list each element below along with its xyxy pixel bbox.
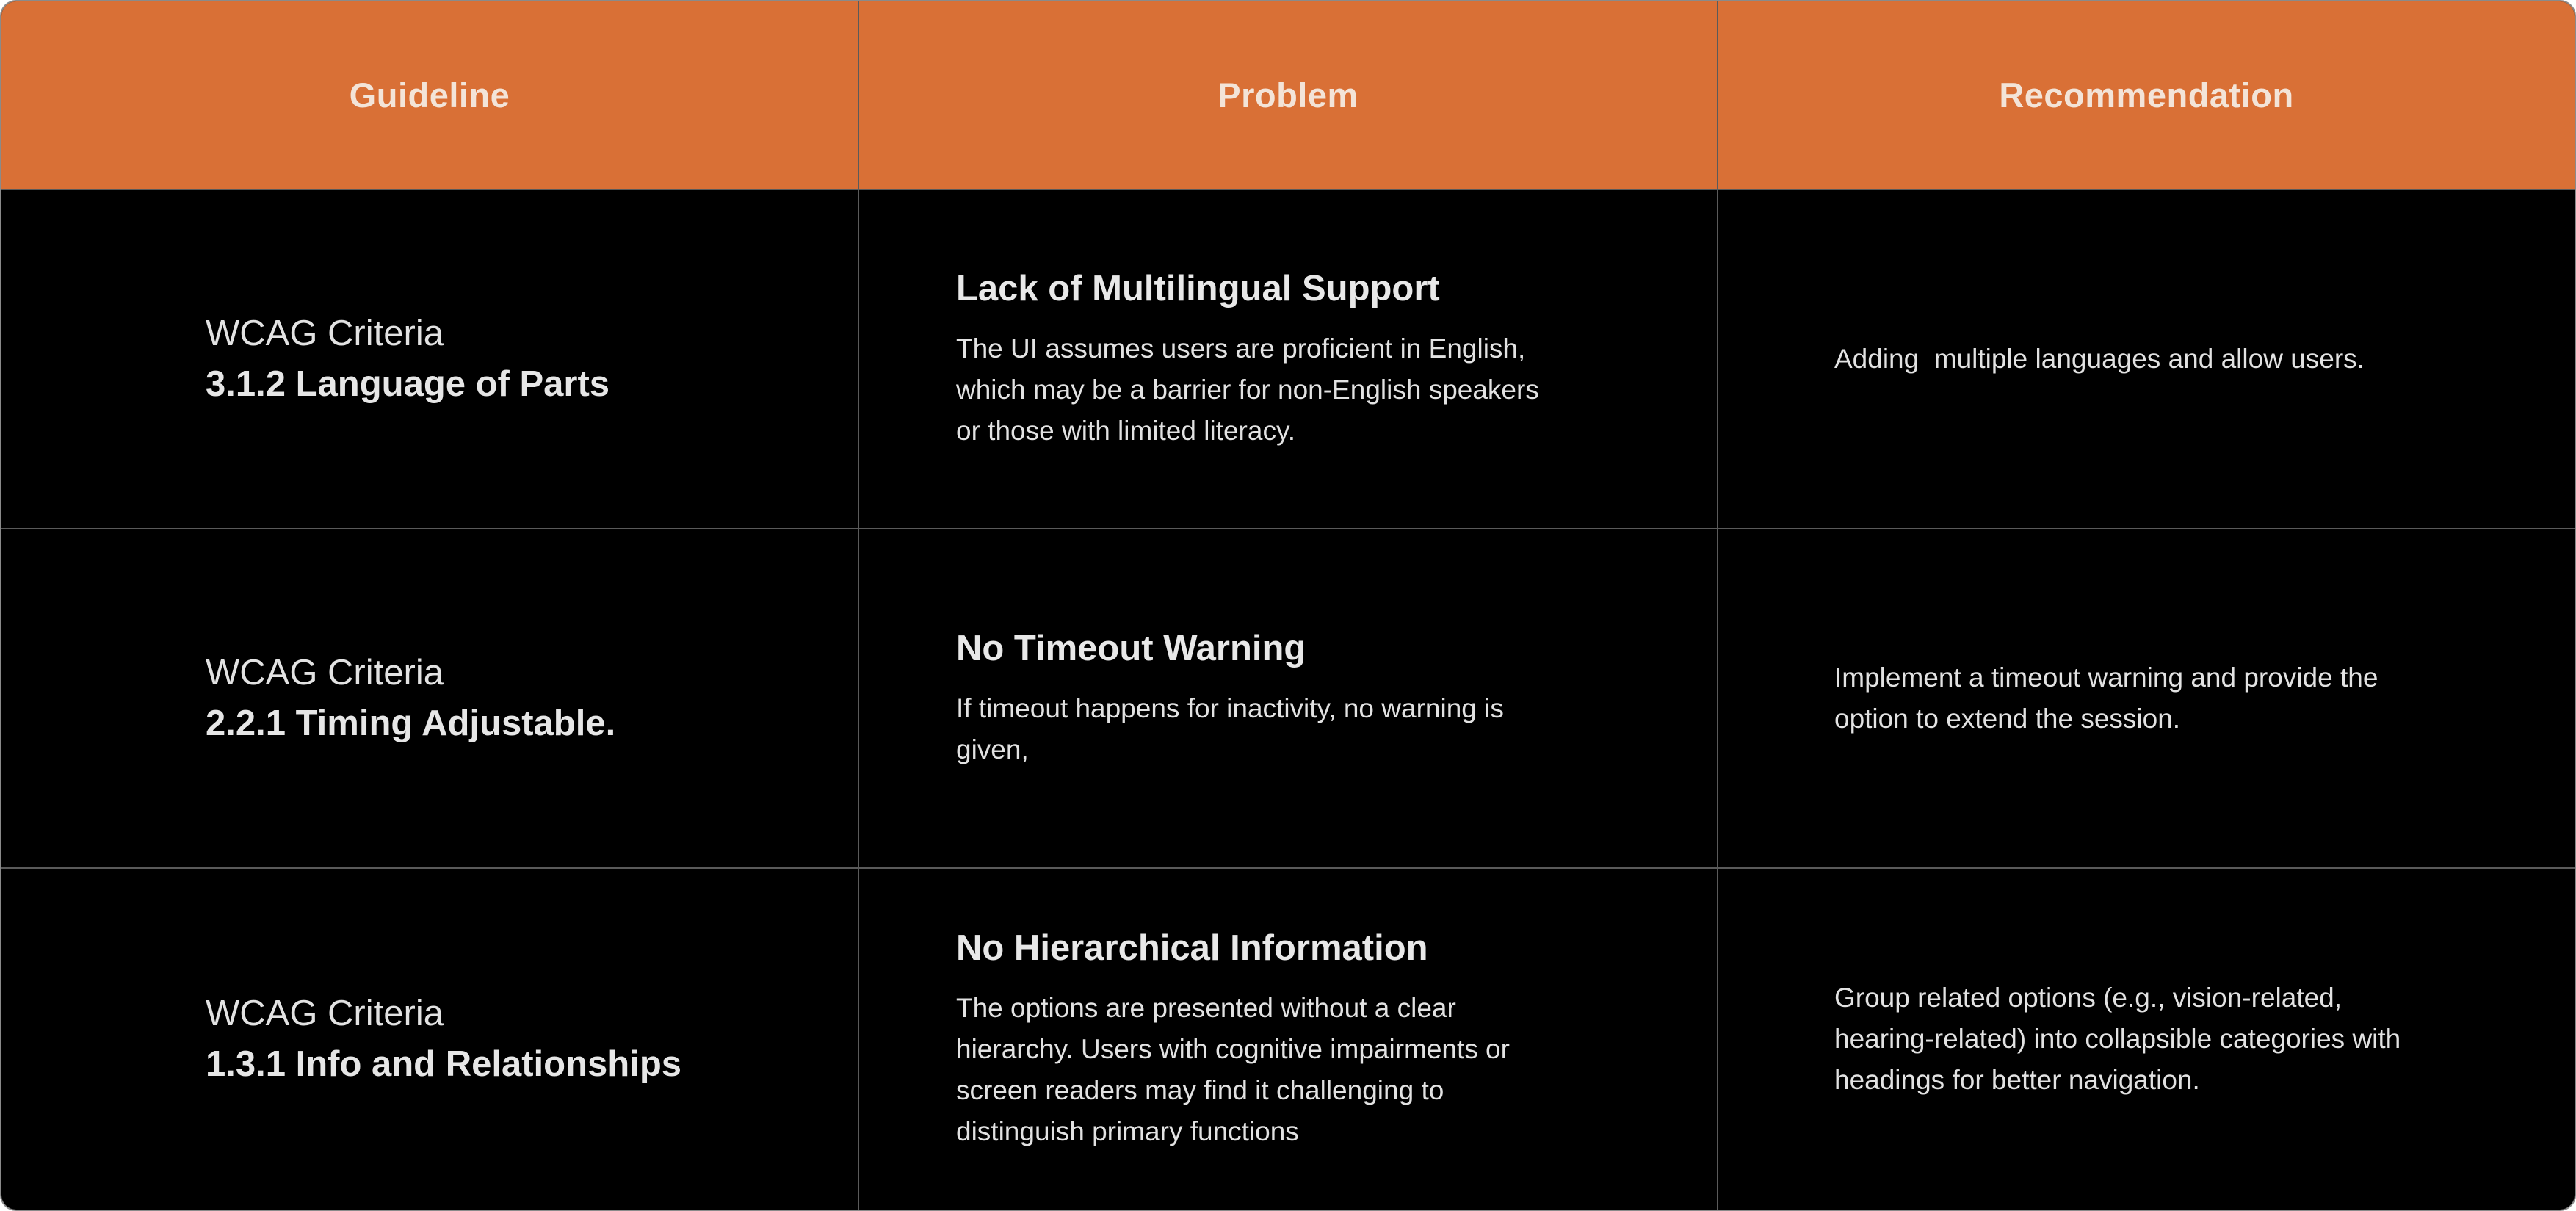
recommendation-text: Adding multiple languages and allow users. xyxy=(1834,344,2365,374)
problem-description: If timeout happens for inactivity, no warning is given, xyxy=(956,693,1504,764)
problem-cell xyxy=(859,190,1718,529)
header-guideline xyxy=(1,1,859,190)
recommendation-cell xyxy=(1718,190,2575,529)
header-recommendation xyxy=(1718,1,2575,190)
guideline-cell xyxy=(1,869,859,1210)
table-grid xyxy=(1,1,2575,1210)
header-label: Problem xyxy=(1218,76,1358,115)
problem-title: No Timeout Warning xyxy=(956,629,1306,669)
guideline-cell xyxy=(1,529,859,869)
problem-description: The UI assumes users are proficient in English, which may be a barrier for non-English speakers or those with limited literacy. xyxy=(956,333,1539,446)
recommendation-cell xyxy=(1718,869,2575,1210)
guideline-prefix: WCAG Criteria xyxy=(206,994,444,1034)
guideline-cell xyxy=(1,190,859,529)
recommendation-text: Implement a timeout warning and provide the option to extend the session. xyxy=(1834,662,2378,734)
header-label: Guideline xyxy=(349,76,510,115)
header-problem xyxy=(859,1,1718,190)
guideline-name: 3.1.2 Language of Parts xyxy=(206,364,610,404)
problem-cell xyxy=(859,529,1718,869)
recommendation-cell xyxy=(1718,529,2575,869)
header-label: Recommendation xyxy=(1999,76,2294,115)
problem-title: Lack of Multilingual Support xyxy=(956,269,1440,309)
guideline-prefix: WCAG Criteria xyxy=(206,314,444,354)
guideline-name: 2.2.1 Timing Adjustable. xyxy=(206,704,616,743)
problem-title: No Hierarchical Information xyxy=(956,928,1428,969)
problem-cell xyxy=(859,869,1718,1210)
guideline-name: 1.3.1 Info and Relationships xyxy=(206,1044,682,1084)
guideline-prefix: WCAG Criteria xyxy=(206,653,444,693)
problem-description: The options are presented without a clear hierarchy. Users with cognitive impairments or screen readers may find it challenging to distinguish primary functions xyxy=(956,992,1510,1146)
recommendation-text: Group related options (e.g., vision-related, hearing-related) into collapsible categories with headings for better navigation. xyxy=(1834,983,2401,1095)
